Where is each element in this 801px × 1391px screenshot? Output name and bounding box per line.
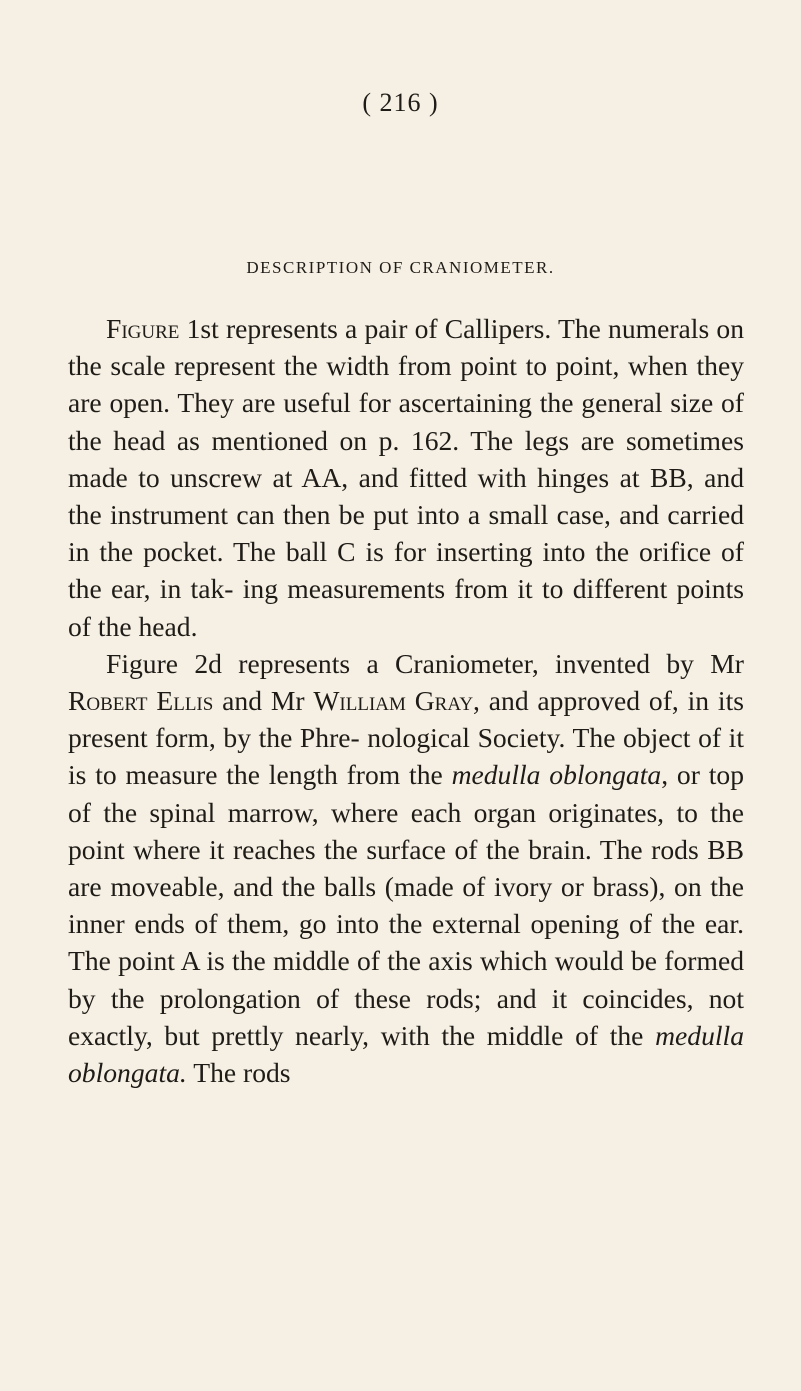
latin-term-2: medulla oblongata. bbox=[68, 1019, 744, 1089]
paragraph-2-text-b: and Mr bbox=[213, 685, 314, 717]
paragraph-1-text: 1st represents a pair of Callipers. The numerals on the scale represent the width from point to point, when they are open. They are useful for ascertaining the general size of the head as mentioned on p. 162. The legs are sometimes made to unscrew at AA, and fitted with hinges at BB, and the instrument can then be put into a small case, and carried in the pocket. The ball C is for inserting into the orifice of the ear, in tak- ing measurements from it to different points of the head. bbox=[68, 313, 744, 642]
paragraph-2-text-e: The rods bbox=[186, 1057, 291, 1089]
paragraph-2-text-c: , and approved of, in its present form, by the Phre- nological Society. The object of it is to measure the length from the bbox=[68, 685, 744, 791]
inventor-name-gray: William Gray bbox=[313, 685, 474, 717]
figure-lead-word: Figure bbox=[106, 313, 180, 344]
body-text bbox=[68, 310, 744, 1091]
section-heading: DESCRIPTION OF CRANIOMETER. bbox=[246, 258, 555, 277]
paragraph-2-text-d: , or top of the spinal marrow, where each organ originates, to the point where it reaches the surface of the brain. The rods BB are moveable, and the balls (made of ivory or brass), on the inner ends of them, go into the external opening of the ear. The point A is the middle of the axis which would be formed by the prolongation of these rods; and it coincides, not exactly, but prettly nearly, with the middle of the bbox=[68, 759, 744, 1051]
page-number: ( 216 ) bbox=[362, 88, 439, 117]
inventor-name-ellis: Robert Ellis bbox=[68, 685, 214, 717]
latin-term-1: medulla oblongata bbox=[451, 759, 662, 791]
paragraph-callipers bbox=[68, 310, 744, 645]
paragraph-craniometer bbox=[68, 645, 744, 1091]
paragraph-2-text-a: Figure 2d represents a Craniometer, invented by Mr bbox=[106, 647, 744, 679]
